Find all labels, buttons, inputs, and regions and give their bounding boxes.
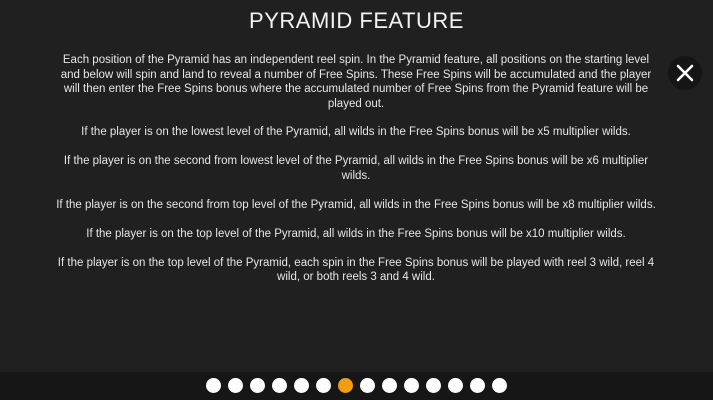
rules-content — [56, 53, 656, 299]
rules-paragraph: Each position of the Pyramid has an independent reel spin. In the Pyramid feature, all positions on the starting level and below will spin and land to reveal a number of Free Spins. These Free Spins will be accumulated and the player will then enter the Free Spins bonus where the accumulated number of Free Spins from the Pyramid feature will be played out. — [60, 54, 652, 110]
rules-paragraph: If the player is on the top level of the Pyramid, all wilds in the Free Spins bonus will be x10 multiplier wilds. — [86, 227, 626, 240]
page-dot[interactable] — [206, 378, 221, 393]
page-dot[interactable] — [404, 378, 419, 393]
rules-paragraph: If the player is on the second from top level of the Pyramid, all wilds in the Free Spins bonus will be x8 multiplier wilds. — [56, 198, 656, 211]
page-dot[interactable] — [250, 378, 265, 393]
page-dot-active[interactable] — [338, 378, 353, 393]
close-icon — [676, 64, 694, 82]
page-dot[interactable] — [470, 378, 485, 393]
page-title: PYRAMID FEATURE — [249, 8, 464, 33]
rules-paragraph: If the player is on the top level of the Pyramid, each spin in the Free Spins bonus will be played with reel 3 wild, reel 4 wild, or both reels 3 and 4 wild. — [57, 256, 655, 283]
page-dot[interactable] — [382, 378, 397, 393]
close-button[interactable] — [668, 56, 702, 90]
page-indicator — [0, 378, 713, 393]
page-dot[interactable] — [294, 378, 309, 393]
page-dot[interactable] — [448, 378, 463, 393]
page-dot[interactable] — [492, 378, 507, 393]
page-dot[interactable] — [272, 378, 287, 393]
rules-paragraph: If the player is on the lowest level of the Pyramid, all wilds in the Free Spins bonus will be x5 multiplier wilds. — [81, 126, 631, 138]
rules-paragraph: If the player is on the second from lowest level of the Pyramid, all wilds in the Free Spins bonus will be x6 multiplier wilds. — [63, 155, 649, 182]
page-dot[interactable] — [228, 378, 243, 393]
page-dot[interactable] — [360, 378, 375, 393]
page-dot[interactable] — [316, 378, 331, 393]
page-dot[interactable] — [426, 378, 441, 393]
